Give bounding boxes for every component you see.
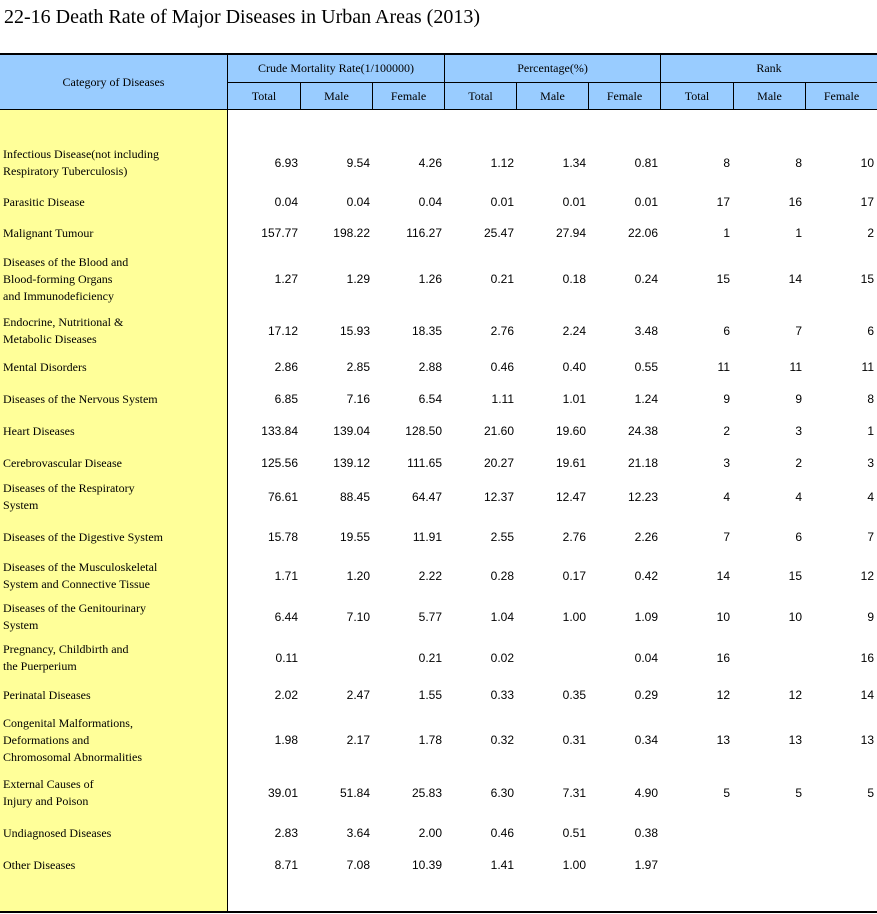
- value-cell: 6.54: [418, 392, 442, 406]
- value-cell: 0.46: [490, 360, 514, 374]
- value-cell: 3: [723, 456, 730, 470]
- value-cell: 13: [716, 733, 730, 747]
- value-cell: 76.61: [267, 490, 298, 504]
- value-cell: 0.04: [346, 195, 370, 209]
- value-cell: 2.85: [346, 360, 370, 374]
- value-cell: 12.23: [627, 490, 658, 504]
- value-cell: 1.71: [274, 569, 298, 583]
- value-cell: 1.98: [274, 733, 298, 747]
- row-category-label: Diseases of the Digestive System: [3, 529, 163, 544]
- header-divider: [805, 82, 806, 110]
- table-row: [0, 638, 877, 678]
- value-cell: [662, 850, 730, 880]
- value-cell: 25.83: [411, 786, 442, 800]
- value-cell: 157.77: [261, 226, 298, 240]
- value-cell: 7.08: [346, 858, 370, 872]
- value-cell: 0.17: [562, 569, 586, 583]
- value-cell: 16: [716, 651, 730, 665]
- value-cell: 1.00: [562, 610, 586, 624]
- value-cell: 1.97: [634, 858, 658, 872]
- value-cell: 3.48: [634, 324, 658, 338]
- row-category-label: Congenital Malformations, Deformations and Chromosomal Abnormalities: [3, 715, 142, 764]
- header-divider: [444, 55, 445, 110]
- value-cell: [518, 638, 586, 678]
- row-category-label: Undiagnosed Diseases: [3, 825, 112, 840]
- value-cell: 12: [860, 569, 874, 583]
- value-cell: 2.02: [274, 688, 298, 702]
- row-category-label: Diseases of the Blood and Blood-forming Organs and Immunodeficiency: [3, 254, 129, 303]
- value-cell: 5: [867, 786, 874, 800]
- value-cell: 17: [860, 195, 874, 209]
- value-cell: 51.84: [339, 786, 370, 800]
- header-sub-female: Female: [390, 89, 427, 103]
- value-cell: 1.00: [562, 858, 586, 872]
- value-cell: 0.29: [634, 688, 658, 702]
- value-cell: 139.12: [333, 456, 370, 470]
- header-divider: [300, 82, 301, 110]
- value-cell: 16: [860, 651, 874, 665]
- header-group-percentage: Percentage(%): [517, 61, 588, 75]
- header-divider: [588, 82, 589, 110]
- value-cell: 2: [795, 456, 802, 470]
- value-cell: 3: [795, 424, 802, 438]
- value-cell: 4.90: [634, 786, 658, 800]
- value-cell: [302, 638, 370, 678]
- value-cell: 2.83: [274, 826, 298, 840]
- header-sub-female: Female: [606, 89, 643, 103]
- header-category: Category of Diseases: [62, 75, 165, 89]
- value-cell: 4: [795, 490, 802, 504]
- value-cell: 0.42: [634, 569, 658, 583]
- value-cell: 0.35: [562, 688, 586, 702]
- value-cell: 13: [788, 733, 802, 747]
- value-cell: 1.20: [346, 569, 370, 583]
- value-cell: 8: [795, 156, 802, 170]
- header-divider: [228, 82, 877, 83]
- table-row: [0, 384, 877, 414]
- value-cell: 0.11: [275, 651, 298, 665]
- value-cell: 6: [795, 530, 802, 544]
- table-row: [0, 772, 877, 814]
- value-cell: 22.06: [627, 226, 658, 240]
- value-cell: 7: [795, 324, 802, 338]
- value-cell: 2.76: [562, 530, 586, 544]
- row-category-label: Endocrine, Nutritional & Metabolic Diseases: [3, 315, 124, 346]
- value-cell: 9.54: [346, 156, 370, 170]
- value-cell: 6.93: [274, 156, 298, 170]
- table-row: [0, 476, 877, 518]
- table-row: [0, 143, 877, 183]
- value-cell: 8: [867, 392, 874, 406]
- value-cell: 111.65: [407, 456, 442, 470]
- header-divider: [516, 82, 517, 110]
- value-cell: 6.85: [274, 392, 298, 406]
- table-header: [0, 55, 877, 110]
- value-cell: 1.04: [490, 610, 514, 624]
- row-category-label: Infectious Disease(not including Respiratory Tuberculosis): [3, 147, 159, 178]
- row-category-label: Diseases of the Genitourinary System: [3, 601, 146, 632]
- value-cell: 4: [723, 490, 730, 504]
- header-sub-male: Male: [757, 89, 782, 103]
- value-cell: 0.21: [490, 272, 514, 286]
- value-cell: 9: [867, 610, 874, 624]
- value-cell: 0.01: [562, 195, 586, 209]
- value-cell: 7: [867, 530, 874, 544]
- value-cell: 15.93: [339, 324, 370, 338]
- row-category-label: Malignant Tumour: [3, 225, 94, 240]
- value-cell: 0.33: [490, 688, 514, 702]
- value-cell: 17.12: [267, 324, 298, 338]
- value-cell: 6.30: [490, 786, 514, 800]
- value-cell: 1.27: [274, 272, 298, 286]
- value-cell: 15: [788, 569, 802, 583]
- table-row: [0, 680, 877, 710]
- row-category-label: External Causes of Injury and Poison: [3, 777, 94, 808]
- value-cell: 2.86: [274, 360, 298, 374]
- value-cell: 0.04: [634, 651, 658, 665]
- value-cell: 25.47: [483, 226, 514, 240]
- value-cell: 2: [867, 226, 874, 240]
- value-cell: 10: [788, 610, 802, 624]
- value-cell: 139.04: [333, 424, 370, 438]
- value-cell: 4.26: [418, 156, 442, 170]
- value-cell: 3.64: [346, 826, 370, 840]
- value-cell: 3: [867, 456, 874, 470]
- row-category-label: Mental Disorders: [3, 359, 87, 374]
- value-cell: 11: [717, 360, 730, 374]
- value-cell: 19.61: [555, 456, 586, 470]
- header-group-mortality: Crude Mortality Rate(1/100000): [258, 61, 414, 75]
- value-cell: 39.01: [267, 786, 298, 800]
- table-row: [0, 712, 877, 768]
- table-row: [0, 416, 877, 446]
- header-divider: [372, 82, 373, 110]
- value-cell: 198.22: [333, 226, 370, 240]
- value-cell: [662, 818, 730, 848]
- value-cell: 0.28: [490, 569, 514, 583]
- value-cell: [806, 850, 874, 880]
- value-cell: 21.18: [627, 456, 658, 470]
- value-cell: 7.31: [562, 786, 586, 800]
- bottom-rule: [0, 911, 877, 913]
- value-cell: 8.71: [274, 858, 298, 872]
- value-cell: 7.16: [346, 392, 370, 406]
- header-sub-total: Total: [468, 89, 493, 103]
- table-row: [0, 818, 877, 848]
- value-cell: 7: [723, 530, 730, 544]
- value-cell: 6: [867, 324, 874, 338]
- value-cell: 12.37: [483, 490, 514, 504]
- value-cell: 128.50: [405, 424, 442, 438]
- header-divider: [660, 55, 661, 110]
- row-category-label: Perinatal Diseases: [3, 687, 91, 702]
- value-cell: 5: [795, 786, 802, 800]
- value-cell: 5: [723, 786, 730, 800]
- table-row: [0, 448, 877, 478]
- table-row: [0, 556, 877, 596]
- value-cell: 19.60: [555, 424, 586, 438]
- value-cell: 20.27: [483, 456, 514, 470]
- value-cell: 12.47: [555, 490, 586, 504]
- value-cell: 0.32: [490, 733, 514, 747]
- value-cell: 1.12: [490, 156, 514, 170]
- value-cell: 9: [795, 392, 802, 406]
- value-cell: 18.35: [411, 324, 442, 338]
- row-category-label: Diseases of the Musculoskeletal System and Connective Tissue: [3, 560, 158, 591]
- value-cell: 1: [723, 226, 730, 240]
- value-cell: [734, 818, 802, 848]
- value-cell: 64.47: [411, 490, 442, 504]
- table-row: [0, 850, 877, 880]
- row-category-label: Parasitic Disease: [3, 194, 85, 209]
- value-cell: 21.60: [483, 424, 514, 438]
- value-cell: 0.51: [562, 826, 586, 840]
- value-cell: 8: [723, 156, 730, 170]
- header-sub-male: Male: [324, 89, 349, 103]
- value-cell: 9: [723, 392, 730, 406]
- value-cell: 24.38: [627, 424, 658, 438]
- header-group-rank: Rank: [756, 61, 782, 75]
- value-cell: 1: [867, 424, 874, 438]
- value-cell: 5.77: [418, 610, 442, 624]
- value-cell: 0.38: [634, 826, 658, 840]
- value-cell: 1.34: [562, 156, 586, 170]
- value-cell: 4: [867, 490, 874, 504]
- table-row: [0, 218, 877, 248]
- value-cell: 2.88: [418, 360, 442, 374]
- table-row: [0, 522, 877, 552]
- value-cell: 0.04: [274, 195, 298, 209]
- value-cell: 2.24: [562, 324, 586, 338]
- page-title: 22-16 Death Rate of Major Diseases in Urban Areas (2013): [4, 6, 480, 28]
- value-cell: 0.21: [418, 651, 442, 665]
- value-cell: 13: [860, 733, 874, 747]
- row-category-label: Heart Diseases: [3, 423, 75, 438]
- value-cell: 0.24: [634, 272, 658, 286]
- value-cell: 2: [723, 424, 730, 438]
- value-cell: 1.29: [346, 272, 370, 286]
- value-cell: 2.76: [490, 324, 514, 338]
- value-cell: 133.84: [261, 424, 298, 438]
- header-divider: [733, 82, 734, 110]
- value-cell: 11: [789, 360, 802, 374]
- value-cell: 125.56: [261, 456, 298, 470]
- value-cell: 2.22: [418, 569, 442, 583]
- table-row: [0, 250, 877, 308]
- table-row: [0, 188, 877, 216]
- value-cell: 1: [795, 226, 802, 240]
- value-cell: 88.45: [339, 490, 370, 504]
- value-cell: 0.46: [490, 826, 514, 840]
- value-cell: 2.47: [346, 688, 370, 702]
- row-category-label: Diseases of the Nervous System: [3, 391, 158, 406]
- value-cell: 1.78: [418, 733, 442, 747]
- value-cell: 116.27: [406, 226, 442, 240]
- value-cell: 19.55: [339, 530, 370, 544]
- value-cell: 0.55: [634, 360, 658, 374]
- value-cell: 15.78: [267, 530, 298, 544]
- row-category-label: Other Diseases: [3, 857, 76, 872]
- header-sub-total: Total: [251, 89, 277, 103]
- value-cell: 1.09: [634, 610, 658, 624]
- value-cell: [734, 850, 802, 880]
- value-cell: 1.01: [562, 392, 586, 406]
- value-cell: 14: [860, 688, 874, 702]
- value-cell: 10.39: [411, 858, 442, 872]
- value-cell: 12: [788, 688, 802, 702]
- value-cell: 6: [723, 324, 730, 338]
- header-sub-male: Male: [540, 89, 565, 103]
- value-cell: 1.24: [634, 392, 658, 406]
- value-cell: 14: [716, 569, 730, 583]
- row-category-label: Diseases of the Respiratory System: [3, 481, 135, 512]
- value-cell: [734, 638, 802, 678]
- value-cell: 2.55: [490, 530, 514, 544]
- value-cell: 11: [861, 360, 874, 374]
- table-row: [0, 312, 877, 350]
- value-cell: 0.40: [562, 360, 586, 374]
- value-cell: 0.02: [490, 651, 514, 665]
- value-cell: 1.11: [491, 392, 514, 406]
- value-cell: 14: [788, 272, 802, 286]
- table-row: [0, 598, 877, 636]
- value-cell: 10: [716, 610, 730, 624]
- value-cell: 0.18: [562, 272, 586, 286]
- row-category-label: Pregnancy, Childbirth and the Puerperium: [3, 642, 129, 673]
- value-cell: 1.55: [418, 688, 442, 702]
- value-cell: 10: [860, 156, 874, 170]
- value-cell: 17: [716, 195, 730, 209]
- value-cell: 11.91: [412, 530, 442, 544]
- header-sub-total: Total: [684, 89, 710, 103]
- value-cell: 2.17: [346, 733, 370, 747]
- value-cell: 16: [788, 195, 802, 209]
- value-cell: 1.26: [418, 272, 442, 286]
- value-cell: 12: [716, 688, 730, 702]
- value-cell: 0.01: [634, 195, 658, 209]
- value-cell: 2.00: [418, 826, 442, 840]
- value-cell: 6.44: [274, 610, 298, 624]
- value-cell: 15: [860, 272, 874, 286]
- table-row: [0, 352, 877, 382]
- value-cell: 0.04: [418, 195, 442, 209]
- value-cell: [806, 818, 874, 848]
- value-cell: 15: [716, 272, 730, 286]
- row-category-label: Cerebrovascular Disease: [3, 455, 122, 470]
- value-cell: 1.41: [490, 858, 514, 872]
- value-cell: 0.34: [634, 733, 658, 747]
- value-cell: 2.26: [634, 530, 658, 544]
- value-cell: 0.31: [562, 733, 586, 747]
- header-sub-female: Female: [823, 89, 860, 103]
- value-cell: 27.94: [555, 226, 586, 240]
- value-cell: 7.10: [346, 610, 370, 624]
- value-cell: 0.81: [634, 156, 658, 170]
- value-cell: 0.01: [490, 195, 514, 209]
